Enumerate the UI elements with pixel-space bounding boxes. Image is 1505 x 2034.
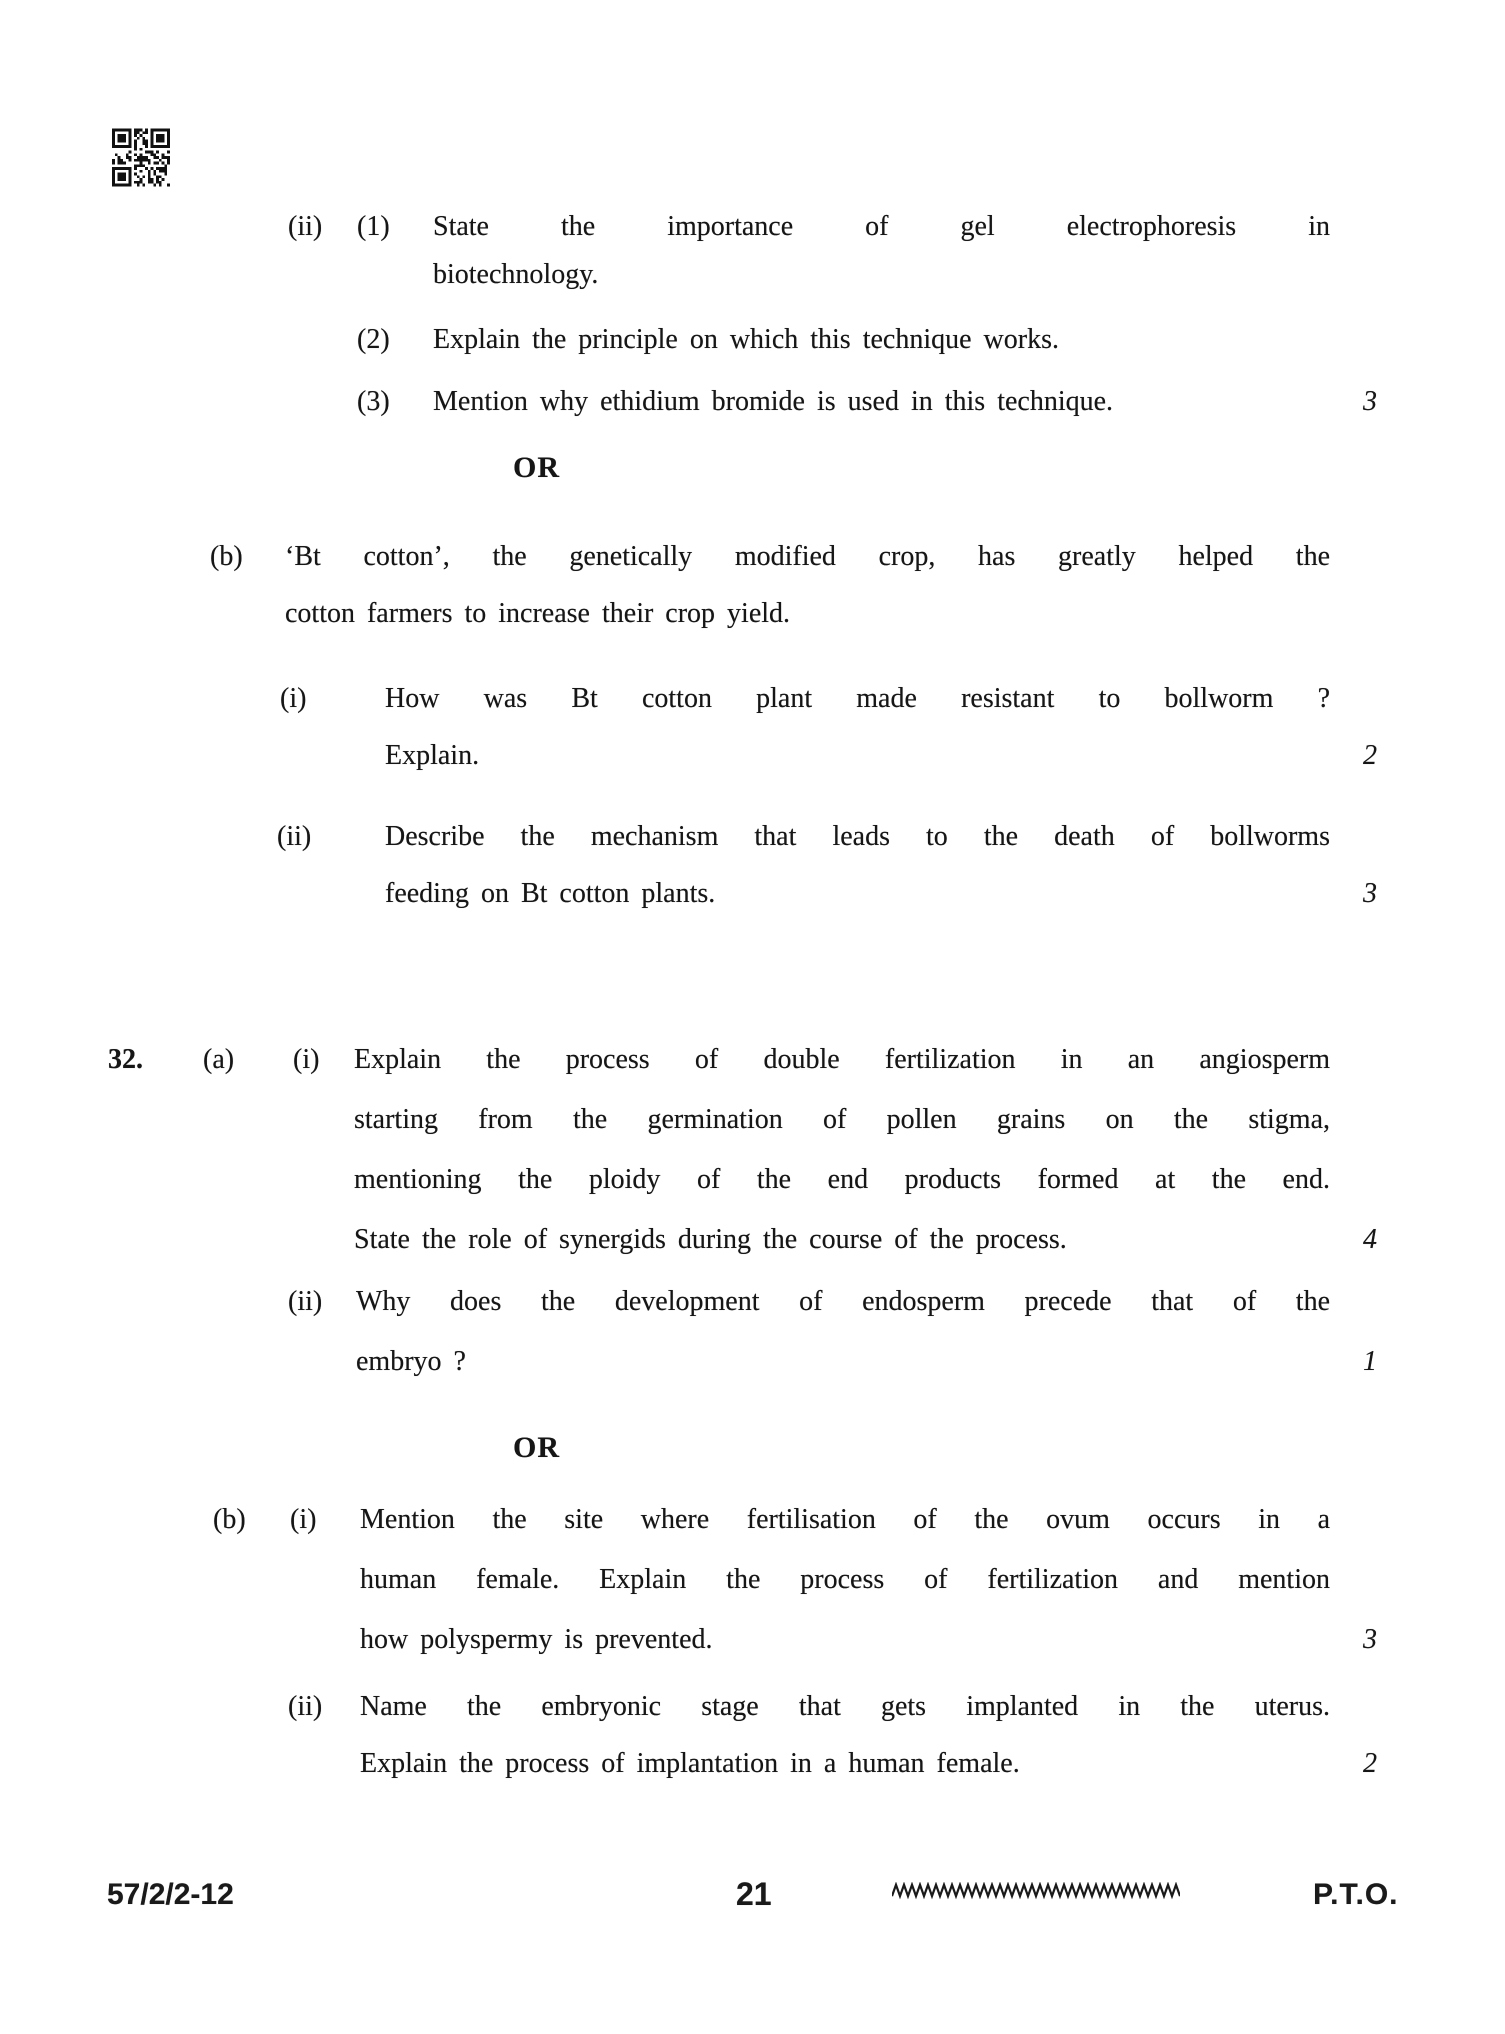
text-line: feeding on Bt cotton plants. (385, 878, 716, 909)
text-line: Mention why ethidium bromide is used in this technique. (433, 386, 1114, 417)
text-line: ‘Bt cotton’, the genetically modified crop, has greatly helped the (285, 541, 1330, 572)
text-line: human female. Explain the process of fertilization and mention (360, 1564, 1330, 1595)
pto-label: P.T.O. (1313, 1878, 1399, 1911)
marks-value: 2 (1363, 1748, 1377, 1779)
item-number: (b) (210, 541, 243, 572)
marks-value: 1 (1363, 1346, 1377, 1377)
qr-code (112, 128, 170, 187)
item-number: (ii) (288, 1691, 323, 1722)
q32-a-i (0, 1030, 1505, 1270)
text-line: Explain. (385, 740, 480, 771)
q31-ii-sub1 (0, 203, 1505, 299)
marks-value: 3 (1363, 878, 1377, 909)
q31-b-intro (0, 528, 1505, 642)
paper-code: 57/2/2-12 (107, 1878, 234, 1911)
page-number: 21 (736, 1876, 772, 1912)
or-divider-1: OR (513, 451, 560, 484)
text-line: Explain the process of implantation in a human female. (360, 1748, 1020, 1779)
q31-b-ii (0, 808, 1505, 922)
text-line: Mention the site where fertilisation of the ovum occurs in a (360, 1504, 1330, 1535)
item-number: (3) (357, 386, 390, 417)
text-line: State the role of synergids during the course of the process. (354, 1224, 1067, 1255)
marks-value: 2 (1363, 740, 1377, 771)
text-line: cotton farmers to increase their crop yield. (285, 598, 791, 629)
item-number: (i) (293, 1044, 320, 1075)
question-number: 32. (108, 1044, 143, 1075)
q32-a-ii (0, 1272, 1505, 1392)
squiggle-divider (892, 1882, 1180, 1900)
text-line: biotechnology. (433, 259, 599, 290)
item-number: (i) (280, 683, 307, 714)
marks-value: 3 (1363, 1624, 1377, 1655)
text-line: Describe the mechanism that leads to the death of bollworms (385, 821, 1330, 852)
text-line: embryo ? (356, 1346, 466, 1377)
text-line: How was Bt cotton plant made resistant to bollworm ? (385, 683, 1330, 714)
text-line: Explain the principle on which this technique works. (433, 324, 1059, 355)
item-number: (i) (290, 1504, 317, 1535)
q31-ii-sub3 (0, 378, 1505, 426)
text-line: State the importance of gel electrophoresis in (433, 211, 1330, 242)
q32-b-ii (0, 1678, 1505, 1792)
text-line: Explain the process of double fertilization in an angiosperm (354, 1044, 1330, 1075)
item-number: (2) (357, 324, 390, 355)
q31-b-i (0, 670, 1505, 784)
item-number: (ii) (288, 1286, 323, 1317)
q32-b-i (0, 1490, 1505, 1670)
or-divider-2: OR (513, 1431, 560, 1464)
item-number: (a) (203, 1044, 235, 1075)
marks-value: 4 (1363, 1224, 1377, 1255)
text-line: Name the embryonic stage that gets implanted in the uterus. (360, 1691, 1330, 1722)
item-number: (ii) (277, 821, 312, 852)
marks-value: 3 (1363, 386, 1377, 417)
item-number: (b) (213, 1504, 246, 1535)
text-line: Why does the development of endosperm precede that of the (356, 1286, 1330, 1317)
q31-ii-sub2 (0, 316, 1505, 364)
text-line: starting from the germination of pollen grains on the stigma, (354, 1104, 1330, 1135)
item-number: (1) (357, 211, 390, 242)
item-number: (ii) (288, 211, 323, 242)
text-line: how polyspermy is prevented. (360, 1624, 713, 1655)
text-line: mentioning the ploidy of the end products formed at the end. (354, 1164, 1330, 1195)
